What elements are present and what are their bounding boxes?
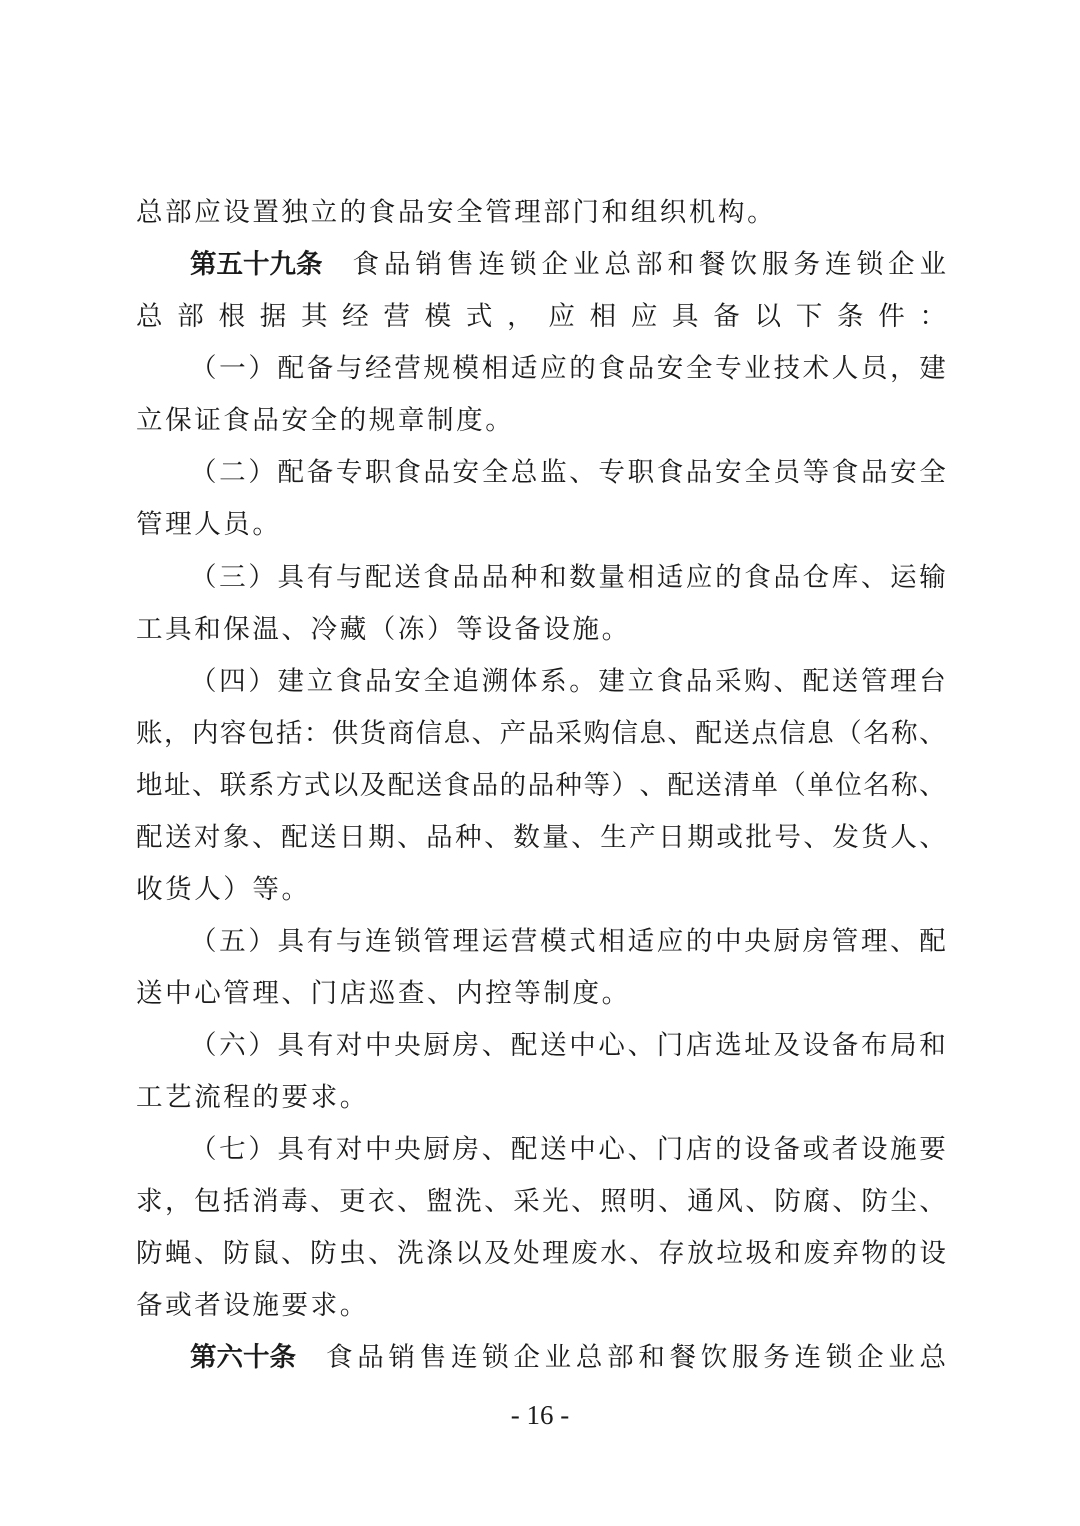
text-line: 防 蝇 、 防 鼠 、 防 虫 、 洗 涤 以 及 处 理 废 水 、 存 放 垃 圾 和 废 弃 物 的 设 xyxy=(136,1238,946,1269)
text-line: （ 六 ） 具 有 对 中 央 厨 房 、 配 送 中 心 、 门 店 选 址 及 设 备 布 局 和 xyxy=(190,1030,946,1061)
text-line: 管理人员。 xyxy=(136,509,282,540)
text-line: 总 部 根 据 其 经 营 模 式 ， 应 相 应 具 备 以 下 条 件 ： xyxy=(136,301,946,332)
text-line: 配 送 对 象 、 配 送 日 期 、 品 种 、 数 量 、 生 产 日 期 或 批 号 、 发 货 人 、 xyxy=(136,822,946,853)
text-line: 总部应设置独立的食品安全管理部门和组织机构。 xyxy=(136,197,777,228)
text-line: （ 二 ） 配 备 专 职 食 品 安 全 总 监 、 专 职 食 品 安 全 员 等 食 品 安 全 xyxy=(190,457,946,488)
text-line: 工具和保温、冷藏（冻）等设备设施。 xyxy=(136,614,631,645)
text-line: （ 七 ） 具 有 对 中 央 厨 房 、 配 送 中 心 、 门 店 的 设 备 或 者 设 施 要 xyxy=(190,1134,946,1165)
text-line: 立保证食品安全的规章制度。 xyxy=(136,405,515,436)
text-line: 账 ， 内 容 包 括 ： 供 货 商 信 息 、 产 品 采 购 信 息 、 配 送 点 信 息 （ 名 称 、 xyxy=(136,718,946,749)
text-line: （ 一 ） 配 备 与 经 营 规 模 相 适 应 的 食 品 安 全 专 业 技 术 人 员 ， 建 xyxy=(190,353,946,384)
text-line: 地 址 、 联 系 方 式 以 及 配 送 食 品 的 品 种 等 ） 、 配 送 清 单 （ 单 位 名 称 、 xyxy=(136,770,946,801)
text-line: 送中心管理、门店巡查、内控等制度。 xyxy=(136,978,631,1009)
article-60-line xyxy=(190,1338,946,1378)
text-line: （ 五 ） 具 有 与 连 锁 管 理 运 营 模 式 相 适 应 的 中 央 厨 房 管 理 、 配 xyxy=(190,926,946,957)
article-59-heading: 第五十九条 xyxy=(190,249,323,280)
text-line: 工艺流程的要求。 xyxy=(136,1082,369,1113)
text-line: （ 四 ） 建 立 食 品 安 全 追 溯 体 系 。 建 立 食 品 采 购 、 配 送 管 理 台 xyxy=(190,666,946,697)
text-line: 收货人）等。 xyxy=(136,874,311,905)
text-line: 求 ， 包 括 消 毒 、 更 衣 、 盥 洗 、 采 光 、 照 明 、 通 风 、 防 腐 、 防 尘 、 xyxy=(136,1186,946,1217)
article-60-heading: 第六十条 xyxy=(190,1342,296,1373)
article-59-line xyxy=(190,245,946,285)
text-line: （ 三 ） 具 有 与 配 送 食 品 品 种 和 数 量 相 适 应 的 食 品 仓 库 、 运 输 xyxy=(190,562,946,593)
text-line: 食 品 销 售 连 锁 企 业 总 部 和 餐 饮 服 务 连 锁 企 业 总 xyxy=(326,1342,946,1373)
page-number: - 16 - xyxy=(510,1400,570,1430)
text-line: 食 品 销 售 连 锁 企 业 总 部 和 餐 饮 服 务 连 锁 企 业 xyxy=(352,249,946,280)
text-line: 备或者设施要求。 xyxy=(136,1290,369,1321)
